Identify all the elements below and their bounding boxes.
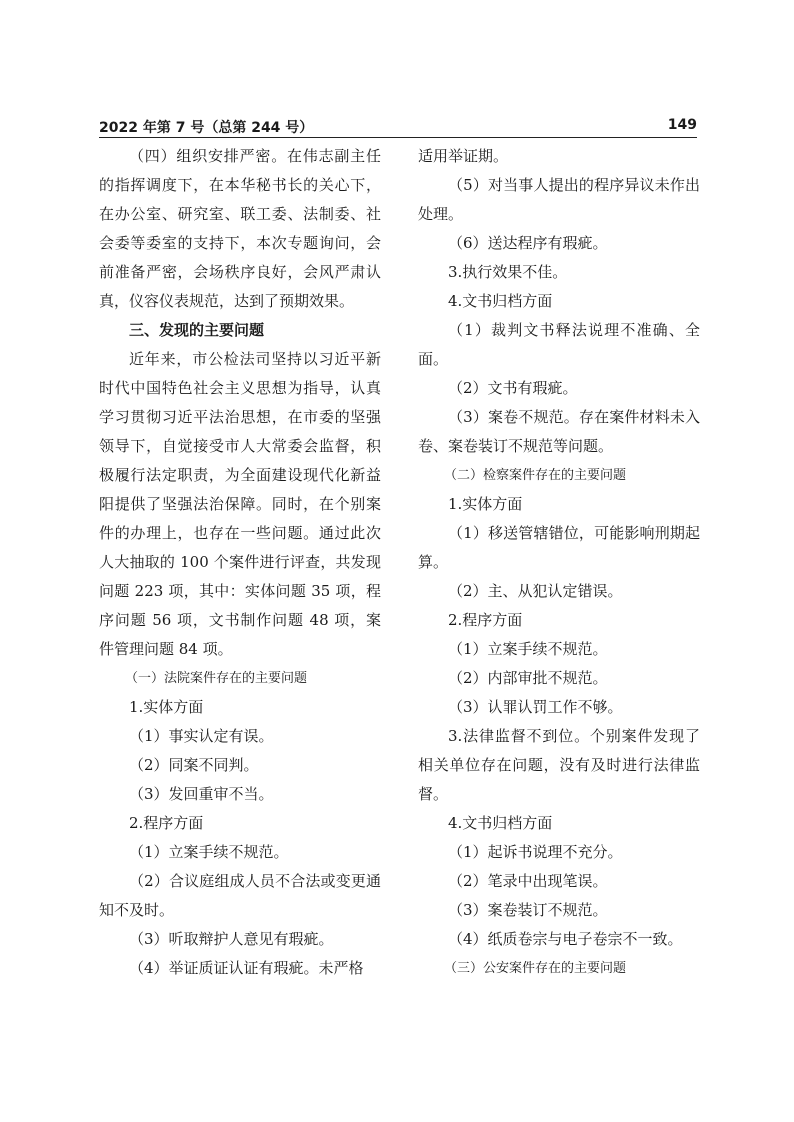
paragraph: （4）纸质卷宗与电子卷宗不一致。 — [448, 930, 683, 948]
paragraph: 1.实体方面 — [129, 698, 204, 716]
paragraph: （1）移送管辖错位，可能影响刑期起算。 — [418, 524, 700, 571]
paragraph: 1.实体方面 — [448, 495, 523, 513]
paragraph: （3）案卷装订不规范。 — [448, 901, 608, 919]
paragraph: （3）认罪认罚工作不够。 — [448, 698, 623, 716]
paragraph: （1）立案手续不规范。 — [448, 640, 608, 658]
paragraph: 4.文书归档方面 — [448, 292, 553, 310]
paragraph: （3）案卷不规范。存在案件材料未入卷、案卷装订不规范等问题。 — [418, 408, 700, 455]
paragraph: （1）裁判文书释法说理不准确、全面。 — [418, 321, 700, 368]
paragraph: （2）同案不同判。 — [129, 756, 259, 774]
paragraph: 适用举证期。 — [418, 147, 509, 165]
right-column — [418, 142, 700, 983]
issue-label: 2022 年第 7 号（总第 244 号） — [99, 120, 314, 136]
paragraph: （2）笔录中出现笔误。 — [448, 872, 608, 890]
paragraph: （四）组织安排严密。在伟志副主任的指挥调度下，在本华秘书长的关心下，在办公室、研究室、联工委、法制委、社会委等委室的支持下，本次专题询问，会前准备严密，会场秩序良好，会风严肃认真，仪容仪表规范，达到了预期效果。 — [99, 147, 381, 310]
paragraph: （6）送达程序有瑕疵。 — [448, 234, 608, 252]
paragraph: （2）合议庭组成人员不合法或变更通知不及时。 — [99, 872, 381, 919]
paragraph: 3.法律监督不到位。个别案件发现了相关单位存在问题，没有及时进行法律监督。 — [418, 727, 700, 803]
paragraph: （1）起诉书说理不充分。 — [448, 843, 623, 861]
paragraph: （5）对当事人提出的程序异议未作出处理。 — [418, 176, 700, 223]
subsection-heading: （二）检察案件存在的主要问题 — [444, 468, 627, 483]
paragraph: 2.程序方面 — [129, 814, 204, 832]
paragraph: （3）听取辩护人意见有瑕疵。 — [129, 930, 334, 948]
paragraph: （1）立案手续不规范。 — [129, 843, 289, 861]
subsection-heading: （三）公安案件存在的主要问题 — [444, 961, 627, 976]
left-column — [99, 142, 381, 983]
paragraph: （4）举证质证认证有瑕疵。未严格 — [129, 959, 364, 977]
page-header — [99, 115, 697, 138]
paragraph: 3.执行效果不佳。 — [448, 263, 568, 281]
section-heading: 三、发现的主要问题 — [129, 321, 265, 339]
page-number: 149 — [667, 117, 697, 133]
paragraph: 近年来，市公检法司坚持以习近平新时代中国特色社会主义思想为指导，认真学习贯彻习近平法治思想，在市委的坚强领导下，自觉接受市人大常委会监督，积极履行法定职责，为全面建设现代化新益阳提供了坚强法治保障。同时，在个别案件的办理上，也存在一些问题。通过此次人大抽取的 100 个案件进行评查，共发现问题 223 项，其中：实体问题 35 项，程序问题 56 项，文书制作问题 48 项，案件管理问题 84 项。 — [99, 350, 381, 658]
paragraph: （3）发回重审不当。 — [129, 785, 274, 803]
paragraph: （2）内部审批不规范。 — [448, 669, 608, 687]
subsection-heading: （一）法院案件存在的主要问题 — [125, 671, 308, 686]
paragraph: （2）主、从犯认定错误。 — [448, 582, 623, 600]
paragraph: （1）事实认定有误。 — [129, 727, 274, 745]
paragraph: （2）文书有瑕疵。 — [448, 379, 578, 397]
paragraph: 4.文书归档方面 — [448, 814, 553, 832]
paragraph: 2.程序方面 — [448, 611, 523, 629]
